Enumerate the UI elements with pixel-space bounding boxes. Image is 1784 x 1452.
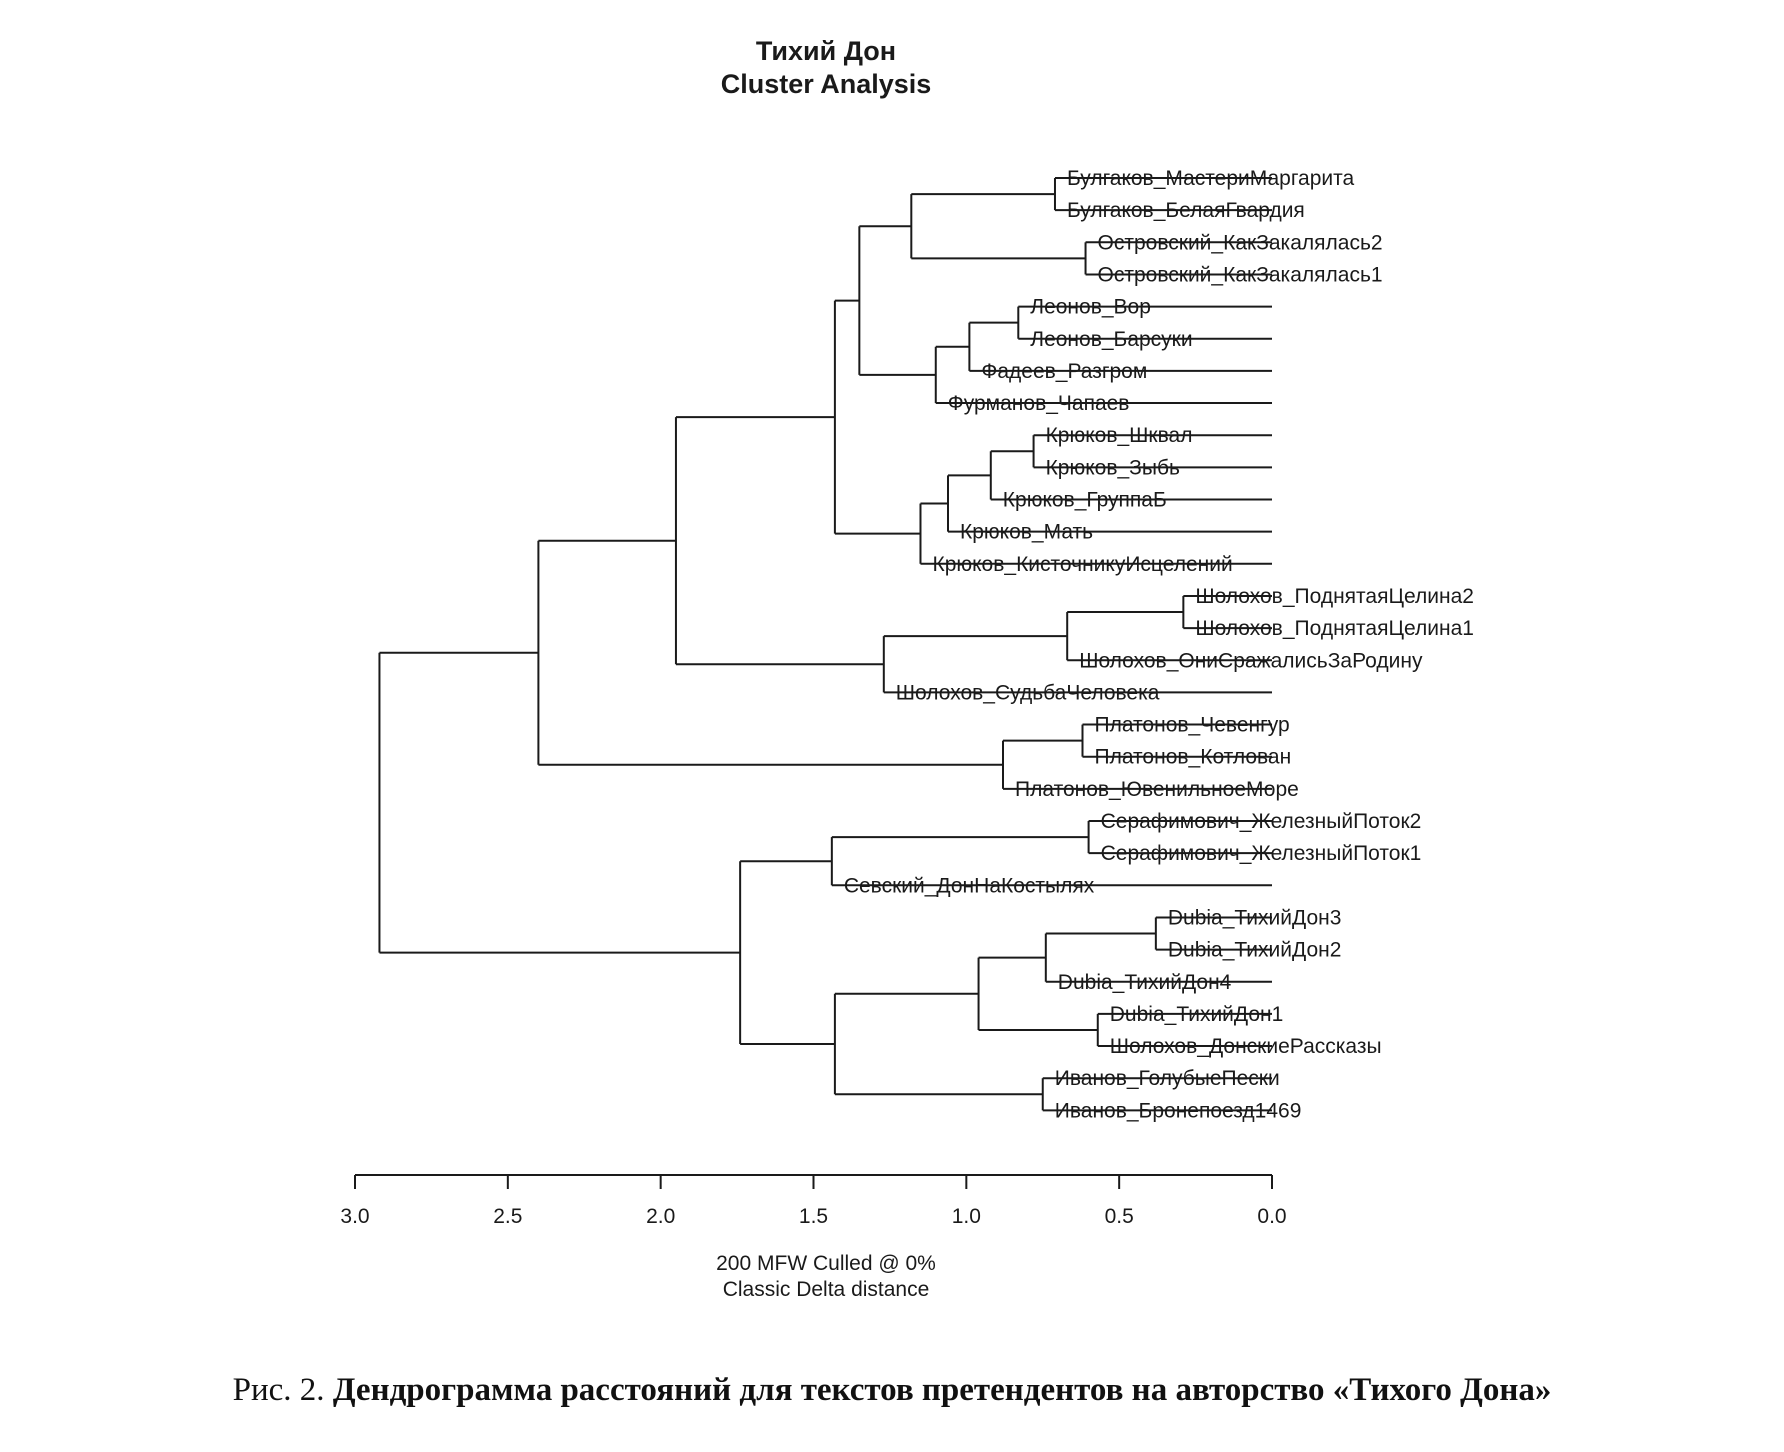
- leaf-label: Платонов_Чевенгур: [1094, 713, 1290, 737]
- leaf-label: Фурманов_Чапаев: [947, 392, 1130, 416]
- leaf-label: Крюков_Мать: [959, 520, 1094, 544]
- leaf-label: Иванов_Бронепоезд1469: [1054, 1099, 1302, 1123]
- leaf-labels: [844, 167, 1474, 1122]
- leaf-label: Платонов_Котлован: [1094, 745, 1292, 769]
- leaf-label: Леонов_Барсуки: [1030, 327, 1193, 351]
- x-tick-label: 2.0: [646, 1205, 676, 1228]
- leaf-label: Шолохов_СудьбаЧеловека: [895, 681, 1160, 705]
- x-tick-label: 0.0: [1257, 1205, 1287, 1228]
- leaf-label: Крюков_ГруппаБ: [1002, 488, 1167, 512]
- x-tick-label: 2.5: [493, 1205, 523, 1228]
- x-tick-label: 1.5: [798, 1205, 829, 1228]
- leaf-label: Шолохов_ПоднятаяЦелина1: [1195, 617, 1474, 641]
- x-tick-label: 3.0: [340, 1205, 370, 1228]
- leaf-label: Шолохов_ПоднятаяЦелина2: [1195, 584, 1474, 608]
- leaf-label: Островский_КакЗакалялась1: [1097, 263, 1383, 287]
- figure-caption: [0, 1372, 1784, 1409]
- leaf-label: Иванов_ГолубыеПески: [1054, 1067, 1280, 1091]
- leaf-label: Крюков_КисточникуИсцелений: [932, 552, 1233, 576]
- x-tick-label: 1.0: [951, 1205, 981, 1228]
- x-axis: [340, 1175, 1286, 1228]
- leaf-label: Серафимович_ЖелезныйПоток1: [1100, 842, 1422, 866]
- leaf-label: Шолохов_ОниСражалисьЗаРодину: [1079, 649, 1423, 673]
- x-tick-label: 0.5: [1104, 1205, 1134, 1228]
- leaf-label: Севский_ДонНаКостылях: [843, 874, 1095, 898]
- leaf-label: Серафимович_ЖелезныйПоток2: [1100, 810, 1422, 833]
- leaf-label: Dubia_ТихийДон3: [1167, 906, 1342, 930]
- leaf-label: Леонов_Вор: [1030, 295, 1151, 319]
- chart-title: Тихий Дон: [755, 36, 897, 66]
- leaf-label: Dubia_ТихийДон1: [1109, 1002, 1284, 1026]
- chart-subtitle: Cluster Analysis: [720, 69, 932, 99]
- leaf-label: Dubia_ТихийДон4: [1057, 970, 1232, 994]
- leaf-label: Булгаков_МастериМаргарита: [1066, 167, 1355, 190]
- x-axis-label-mfw: 200 MFW Culled @ 0%: [716, 1252, 936, 1275]
- caption-text: Дендрограмма расстояний для текстов претендентов на авторство «Тихого Дона»: [332, 1372, 1552, 1408]
- leaf-label: Крюков_Шквал: [1045, 424, 1193, 448]
- leaf-label: Крюков_Зыбь: [1045, 456, 1180, 480]
- caption-prefix: Рис. 2.: [232, 1372, 325, 1408]
- x-axis-label-distance: Classic Delta distance: [722, 1278, 930, 1301]
- leaf-label: Шолохов_ДонскиеРассказы: [1109, 1035, 1382, 1059]
- leaf-label: Платонов_ЮвенильноеМоре: [1015, 777, 1299, 801]
- leaf-label: Островский_КакЗакалялась2: [1097, 231, 1383, 255]
- leaf-label: Dubia_ТихийДон2: [1167, 938, 1342, 962]
- leaf-label: Булгаков_БелаяГвардия: [1066, 199, 1305, 223]
- leaf-label: Фадеев_Разгром: [981, 359, 1148, 383]
